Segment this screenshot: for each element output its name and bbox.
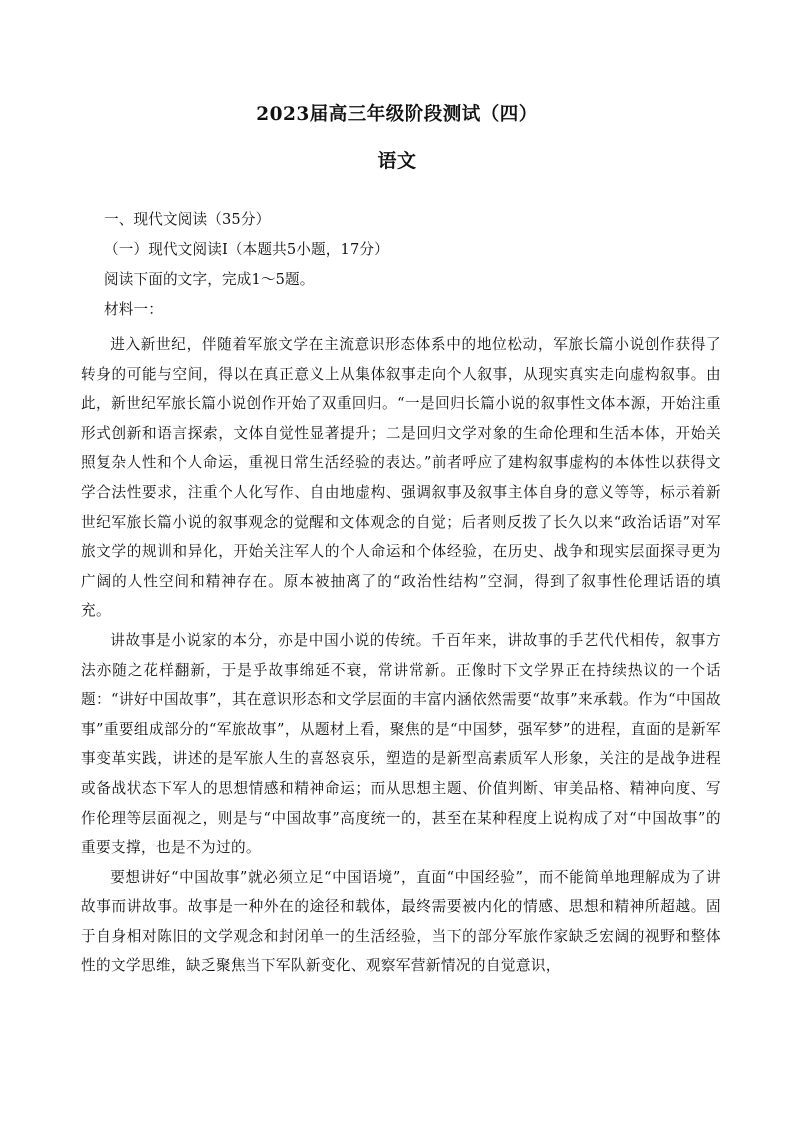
reading-passage [81, 330, 721, 981]
material-label: 材料一： [104, 301, 163, 318]
exam-title: 2023届高三年级阶段测试（四） [256, 104, 538, 125]
subsection-heading: （一）现代文阅读I（本题共5小题，17分） [104, 241, 389, 258]
passage-paragraph: 要想讲好“中国故事”就必须立足“中国语境”，直面“中国经验”，而不能简单地理解成为了讲故事而讲故事。故事是一种外在的途径和载体，最终需要被内化的情感、思想和精神所超越。固于自身相对陈旧的文学观念和封闭单一的生活经验，当下的部分军旅作家缺乏宏阔的视野和整体性的文学思维，缺乏聚焦当下军队新变化、观察军营新情况的自觉意识， [81, 868, 721, 975]
section-heading: 一、现代文阅读（35分） [104, 211, 271, 228]
passage-paragraph: 进入新世纪，伴随着军旅文学在主流意识形态体系中的地位松动，军旅长篇小说创作获得了转身的可能与空间，得以在真正意义上从集体叙事走向个人叙事，从现实真实走向虚构叙事。由此，新世纪军旅长篇小说创作开始了双重回归。“一是回归长篇小说的叙事性文体本源，开始注重形式创新和语言探索，文体自觉性显著提升；二是回归文学对象的生命伦理和生活本体，开始关照复杂人性和个人命运，重视日常生活经验的表达。”前者呼应了建构叙事虚构的本体性以获得文学合法性要求，注重个人化写作、自由地虚构、强调叙事及叙事主体自身的意义等等，标示着新世纪军旅长篇小说的叙事观念的觉醒和文体观念的自觉；后者则反拨了长久以来“政治话语”对军旅文学的规训和异化，开始关注军人的个人命运和个体经验，在历史、战争和现实层面探寻更为广阔的人性空间和精神存在。原本被抽离了的“政治性结构”空洞，得到了叙事性伦理话语的填充。 [81, 336, 721, 620]
passage-paragraph: 讲故事是小说家的本分，亦是中国小说的传统。千百年来，讲故事的手艺代代相传，叙事方法亦随之花样翻新，于是乎故事绵延不衰，常讲常新。正像时下文学界正在持续热议的一个话题：“讲好中国故事”，其在意识形态和文学层面的丰富内涵依然需要“故事”来承载。作为“中国故事”重要组成部分的“军旅故事”，从题材上看，聚焦的是“中国梦，强军梦”的进程，直面的是新军事变革实践，讲述的是军旅人生的喜怒哀乐，塑造的是新型高素质军人形象，关注的是战争进程或备战状态下军人的思想情感和精神命运；而从思想主题、价值判断、审美品格、精神向度、写作伦理等层面视之，则是与“中国故事”高度统一的，甚至在某种程度上说构成了对“中国故事”的重要支撑，也是不为过的。 [81, 631, 721, 857]
subject-title: 语文 [377, 150, 417, 172]
instruction-text: 阅读下面的文字，完成1～5题。 [104, 271, 315, 288]
